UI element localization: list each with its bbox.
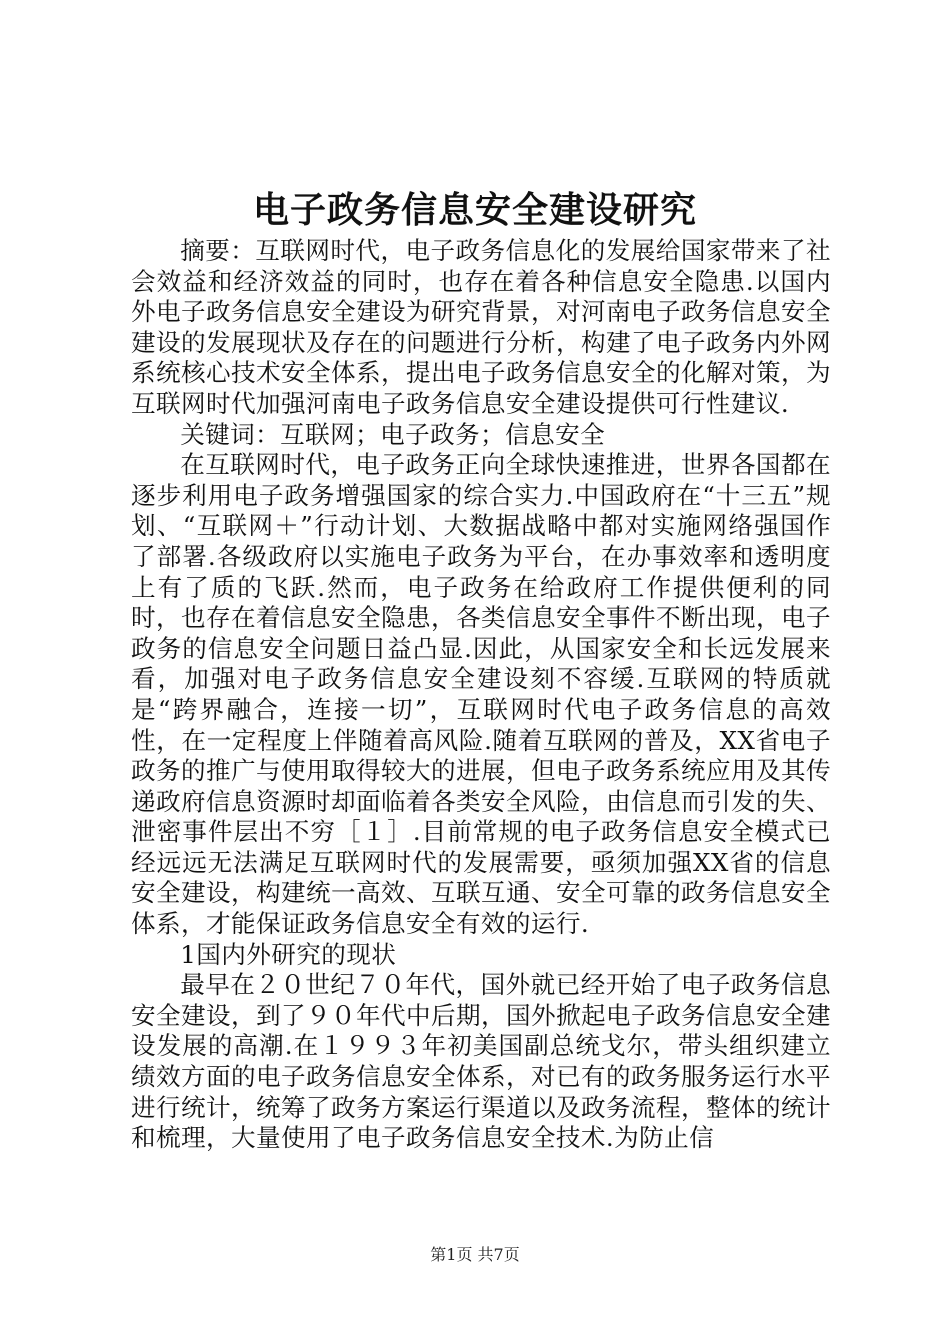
document-body <box>131 236 831 1154</box>
document-title: 电子政务信息安全建设研究 <box>252 189 697 231</box>
section-heading: 1国内外研究的现状 <box>180 939 397 969</box>
keywords-paragraph: 关键词：互联网；电子政务；信息安全 <box>180 419 606 449</box>
intro-paragraph: 在互联网时代，电子政务正向全球快速推进，世界各国都在逐步利用电子政务增强国家的综合实力.中国政府在“十三五”规划、“互联网＋”行动计划、大数据战略中都对实施网络强国作了部署.各级政府以实施电子政务为平台，在办事效率和透明度上有了质的飞跃.然而，电子政务在给政府工作提供便利的同时，也存在着信息安全隐患，各类信息安全事件不断出现，电子政务的信息安全问题日益凸显.因此，从国家安全和长远发展来看，加强对电子政务信息安全建设刻不容缓.互联网的特质就是“跨界融合，连接一切”，互联网时代电子政务信息的高效性，在一定程度上伴随着高风险.随着互联网的普及，XX省电子政务的推广与使用取得较大的进展，但电子政务系统应用及其传递政府信息资源时却面临着各类安全风险，由信息而引发的失、泄密事件层出不穷［１］.目前常规的电子政务信息安全模式已经远远无法满足互联网时代的发展需要，亟须加强XX省的信息安全建设，构建统一高效、互联互通、安全可靠的政务信息安全体系，才能保证政务信息安全有效的运行. <box>131 450 831 939</box>
page-footer: 第1页 共7页 <box>430 1245 520 1264</box>
section-paragraph: 最早在２０世纪７０年代，国外就已经开始了电子政务信息安全建设，到了９０年代中后期，国外掀起电子政务信息安全建设发展的高潮.在１９９３年初美国副总统戈尔，带头组织建立绩效方面的电子政务信息安全体系，对已有的政务服务运行水平进行统计，统筹了政务方案运行渠道以及政务流程，整体的统计和梳理，大量使用了电子政务信息安全技术.为防止信 <box>131 970 831 1153</box>
abstract-paragraph: 摘要：互联网时代，电子政务信息化的发展给国家带来了社会效益和经济效益的同时，也存在着各种信息安全隐患.以国内外电子政务信息安全建设为研究背景，对河南电子政务信息安全建设的发展现状及存在的问题进行分析，构建了电子政务内外网系统核心技术安全体系，提出电子政务信息安全的化解对策，为互联网时代加强河南电子政务信息安全建设提供可行性建议. <box>131 236 831 418</box>
